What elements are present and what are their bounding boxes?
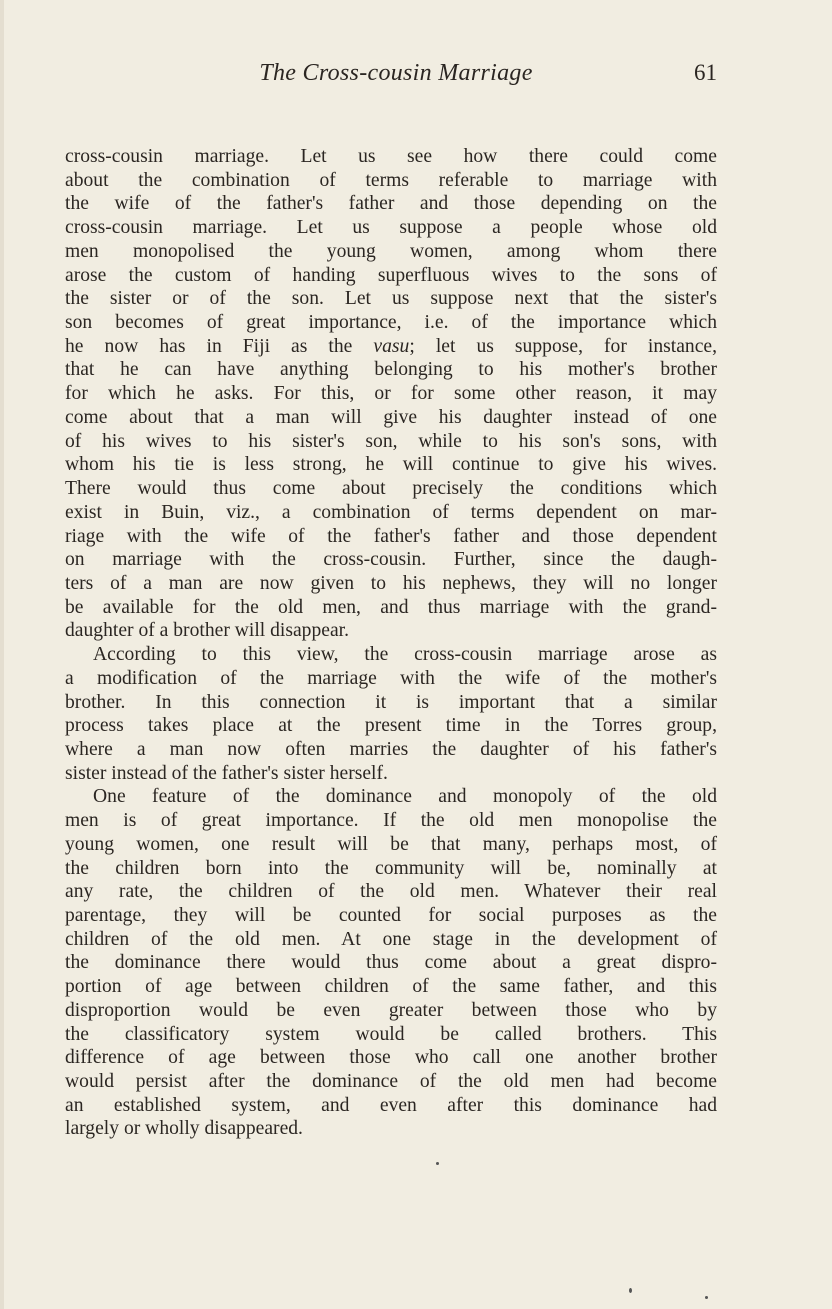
text-line: There would thus come about precisely the conditions which bbox=[65, 478, 717, 500]
text-line: son becomes of great importance, i.e. of the importance which bbox=[65, 312, 717, 334]
text-line: on marriage with the cross-cousin. Further, since the daugh- bbox=[65, 549, 717, 571]
text-line: come about that a man will give his daughter instead of one bbox=[65, 406, 717, 428]
text-line: One feature of the dominance and monopoly of the old bbox=[93, 786, 717, 808]
text-line: sister instead of the father's sister herself. bbox=[65, 762, 388, 784]
text-line: According to this view, the cross-cousin marriage arose as bbox=[93, 644, 717, 666]
italic-term: vasu bbox=[373, 335, 410, 357]
text-segment: ; let us suppose, for instance, bbox=[409, 335, 718, 357]
text-line: the classificatory system would be called brothers. This bbox=[65, 1023, 717, 1045]
text-line: where a man now often marries the daughter of his father's bbox=[65, 738, 717, 760]
text-line: men is of great importance. If the old men monopolise the bbox=[65, 810, 717, 832]
text-line: difference of age between those who call one another brother bbox=[65, 1047, 717, 1069]
text-line: largely or wholly disappeared. bbox=[65, 1118, 303, 1140]
page-edge-shadow bbox=[0, 0, 4, 1309]
text-line: the children born into the community will be, nominally at bbox=[65, 857, 717, 879]
page-header bbox=[65, 60, 717, 94]
text-line: cross-cousin marriage. Let us see how there could come bbox=[65, 146, 717, 167]
text-line: be available for the old men, and thus marriage with the grand- bbox=[65, 596, 717, 618]
text-line: the dominance there would thus come about a great dispro- bbox=[65, 952, 717, 974]
body-text bbox=[65, 145, 717, 1141]
text-line: an established system, and even after this dominance had bbox=[65, 1094, 717, 1116]
text-line: disproportion would be even greater between those who by bbox=[65, 999, 717, 1021]
text-line: the wife of the father's father and those depending on the bbox=[65, 193, 717, 215]
text-line: cross-cousin marriage. Let us suppose a people whose old bbox=[65, 217, 717, 239]
page-number: 61 bbox=[694, 60, 717, 85]
text-line: the sister or of the son. Let us suppose next that the sister's bbox=[65, 288, 717, 310]
text-line: children of the old men. At one stage in the development of bbox=[65, 928, 717, 950]
running-title: The Cross-cousin Marriage bbox=[259, 60, 533, 86]
text-line: ters of a man are now given to his nephews, they will no longer bbox=[65, 572, 717, 594]
text-line: exist in Buin, viz., a combination of terms dependent on mar- bbox=[65, 501, 717, 523]
text-line: arose the custom of handing superfluous wives to the sons of bbox=[65, 264, 717, 286]
text-line: a modification of the marriage with the wife of the mother's bbox=[65, 667, 717, 689]
text-line: portion of age between children of the same father, and this bbox=[65, 976, 717, 998]
text-line: process takes place at the present time in the Torres group, bbox=[65, 715, 717, 737]
text-line: would persist after the dominance of the old men had become bbox=[65, 1071, 717, 1093]
text-line: parentage, they will be counted for social purposes as the bbox=[65, 905, 717, 926]
text-line: that he can have anything belonging to his mother's brother bbox=[65, 359, 717, 381]
text-line: any rate, the children of the old men. Whatever their real bbox=[65, 881, 717, 903]
text-segment: he now has in Fiji as the bbox=[65, 335, 374, 357]
text-line bbox=[65, 335, 717, 359]
text-line: about the combination of terms referable to marriage with bbox=[65, 169, 717, 191]
text-line: men monopolised the young women, among whom there bbox=[65, 240, 717, 262]
scan-speck bbox=[705, 1296, 708, 1299]
scan-speck bbox=[629, 1288, 632, 1293]
text-line: brother. In this connection it is important that a similar bbox=[65, 691, 717, 713]
scan-speck bbox=[436, 1162, 439, 1165]
text-line: of his wives to his sister's son, while to his son's sons, with bbox=[65, 430, 717, 452]
text-line: young women, one result will be that many, perhaps most, of bbox=[65, 833, 717, 855]
text-line: riage with the wife of the father's father and those dependent bbox=[65, 525, 717, 547]
text-line: for which he asks. For this, or for some other reason, it may bbox=[65, 383, 717, 405]
text-line: whom his tie is less strong, he will continue to give his wives. bbox=[65, 454, 717, 476]
text-line: daughter of a brother will disappear. bbox=[65, 620, 350, 642]
